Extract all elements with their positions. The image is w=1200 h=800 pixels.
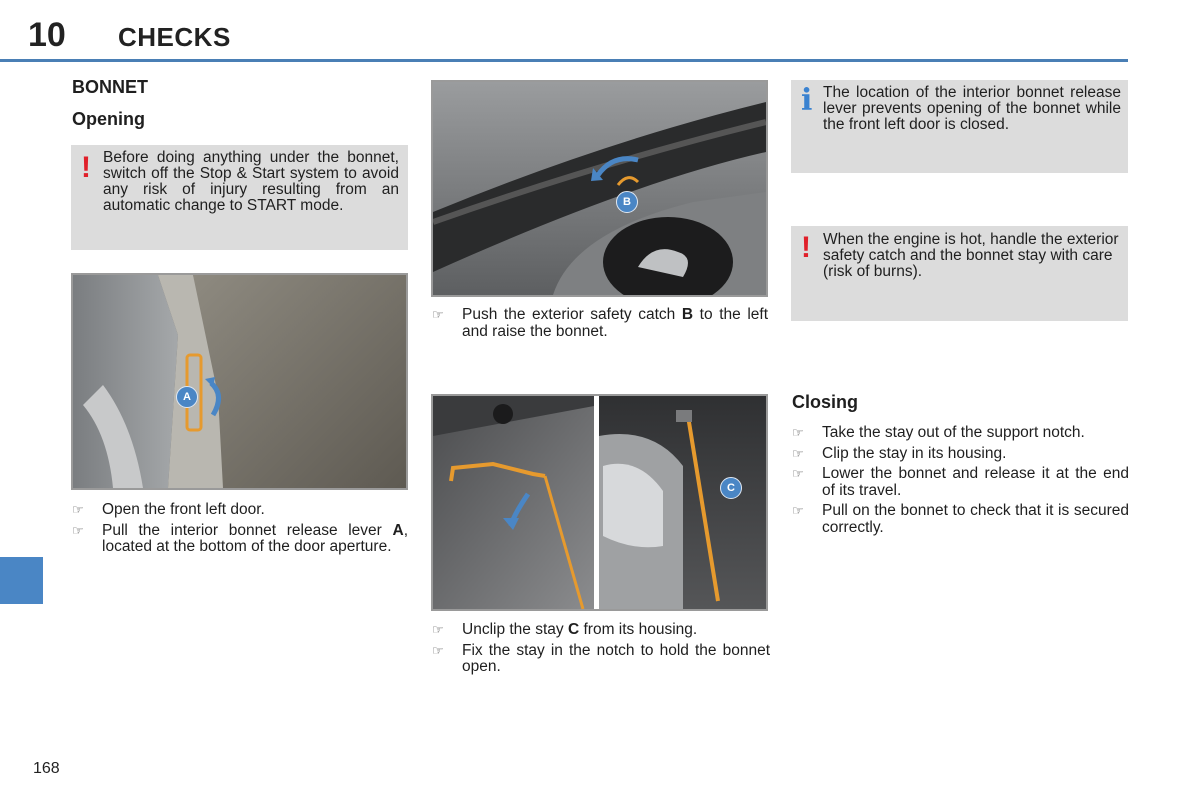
opening-steps-middle-top — [432, 307, 768, 344]
bonnet-stay-illustration — [433, 396, 766, 609]
info-icon: i — [801, 83, 813, 118]
list-item: ☞ Push the exterior safety catch B to the left and raise the bonnet. — [432, 306, 768, 340]
pointing-hand-icon: ☞ — [432, 622, 444, 637]
door-aperture-photo — [71, 273, 408, 490]
marker-c: C — [720, 477, 742, 499]
pointing-hand-icon: ☞ — [432, 642, 444, 658]
page-number: 168 — [33, 760, 60, 777]
safety-catch-illustration — [433, 82, 766, 295]
closing-steps — [792, 425, 1129, 540]
hot-engine-warning-text: When the engine is hot, handle the exterior safety catch and the bonnet stay with care (risk of burns). — [823, 231, 1119, 280]
pointing-hand-icon: ☞ — [792, 425, 804, 440]
chapter-title: CHECKS — [118, 22, 231, 52]
marker-b: B — [616, 191, 638, 213]
stop-start-warning-box — [71, 145, 408, 250]
list-item: ☞ Open the front left door. — [72, 501, 265, 518]
chapter-number: 10 — [28, 16, 66, 54]
list-item: ☞ Take the stay out of the support notch. — [792, 424, 1085, 441]
pointing-hand-icon: ☞ — [72, 502, 84, 517]
warning-exclamation-icon: ! — [81, 151, 91, 184]
opening-steps-left — [72, 502, 408, 560]
pointing-hand-icon: ☞ — [72, 522, 84, 538]
safety-catch-photo — [431, 80, 768, 297]
door-aperture-illustration — [73, 275, 406, 488]
list-item: ☞ Pull on the bonnet to check that it is secured correctly. — [792, 502, 1129, 536]
list-item: ☞ Clip the stay in its housing. — [792, 444, 1007, 462]
list-item: ☞ Pull the interior bonnet release lever A, located at the bottom of the door aperture. — [72, 521, 408, 555]
list-item: ☞ Lower the bonnet and release it at the end of its travel. — [792, 465, 1129, 499]
chapter-side-tab — [0, 557, 43, 604]
bonnet-stay-photos — [431, 394, 768, 611]
warning-exclamation-icon: ! — [801, 231, 811, 264]
header-rule — [0, 59, 1128, 62]
hot-engine-warning-box — [791, 226, 1128, 321]
opening-heading: Opening — [72, 109, 145, 129]
list-item: ☞ Unclip the stay C from its housing. — [432, 621, 698, 638]
release-lever-info-text: The location of the interior bonnet release lever prevents opening of the bonnet while the front left door is closed. — [823, 84, 1121, 133]
list-item: ☞ Fix the stay in the notch to hold the bonnet open. — [432, 641, 770, 675]
release-lever-info-box — [791, 80, 1128, 173]
section-title: BONNET — [72, 77, 148, 97]
stop-start-warning-text: Before doing anything under the bonnet, switch off the Stop & Start system to avoid any risk of injury resulting from an automatic change to START mode. — [103, 149, 399, 214]
pointing-hand-icon: ☞ — [792, 503, 804, 518]
opening-steps-middle-bottom — [432, 622, 770, 680]
pointing-hand-icon: ☞ — [792, 466, 804, 481]
pointing-hand-icon: ☞ — [432, 307, 444, 322]
pointing-hand-icon: ☞ — [792, 445, 804, 461]
marker-a: A — [176, 386, 198, 408]
closing-heading: Closing — [792, 392, 858, 412]
